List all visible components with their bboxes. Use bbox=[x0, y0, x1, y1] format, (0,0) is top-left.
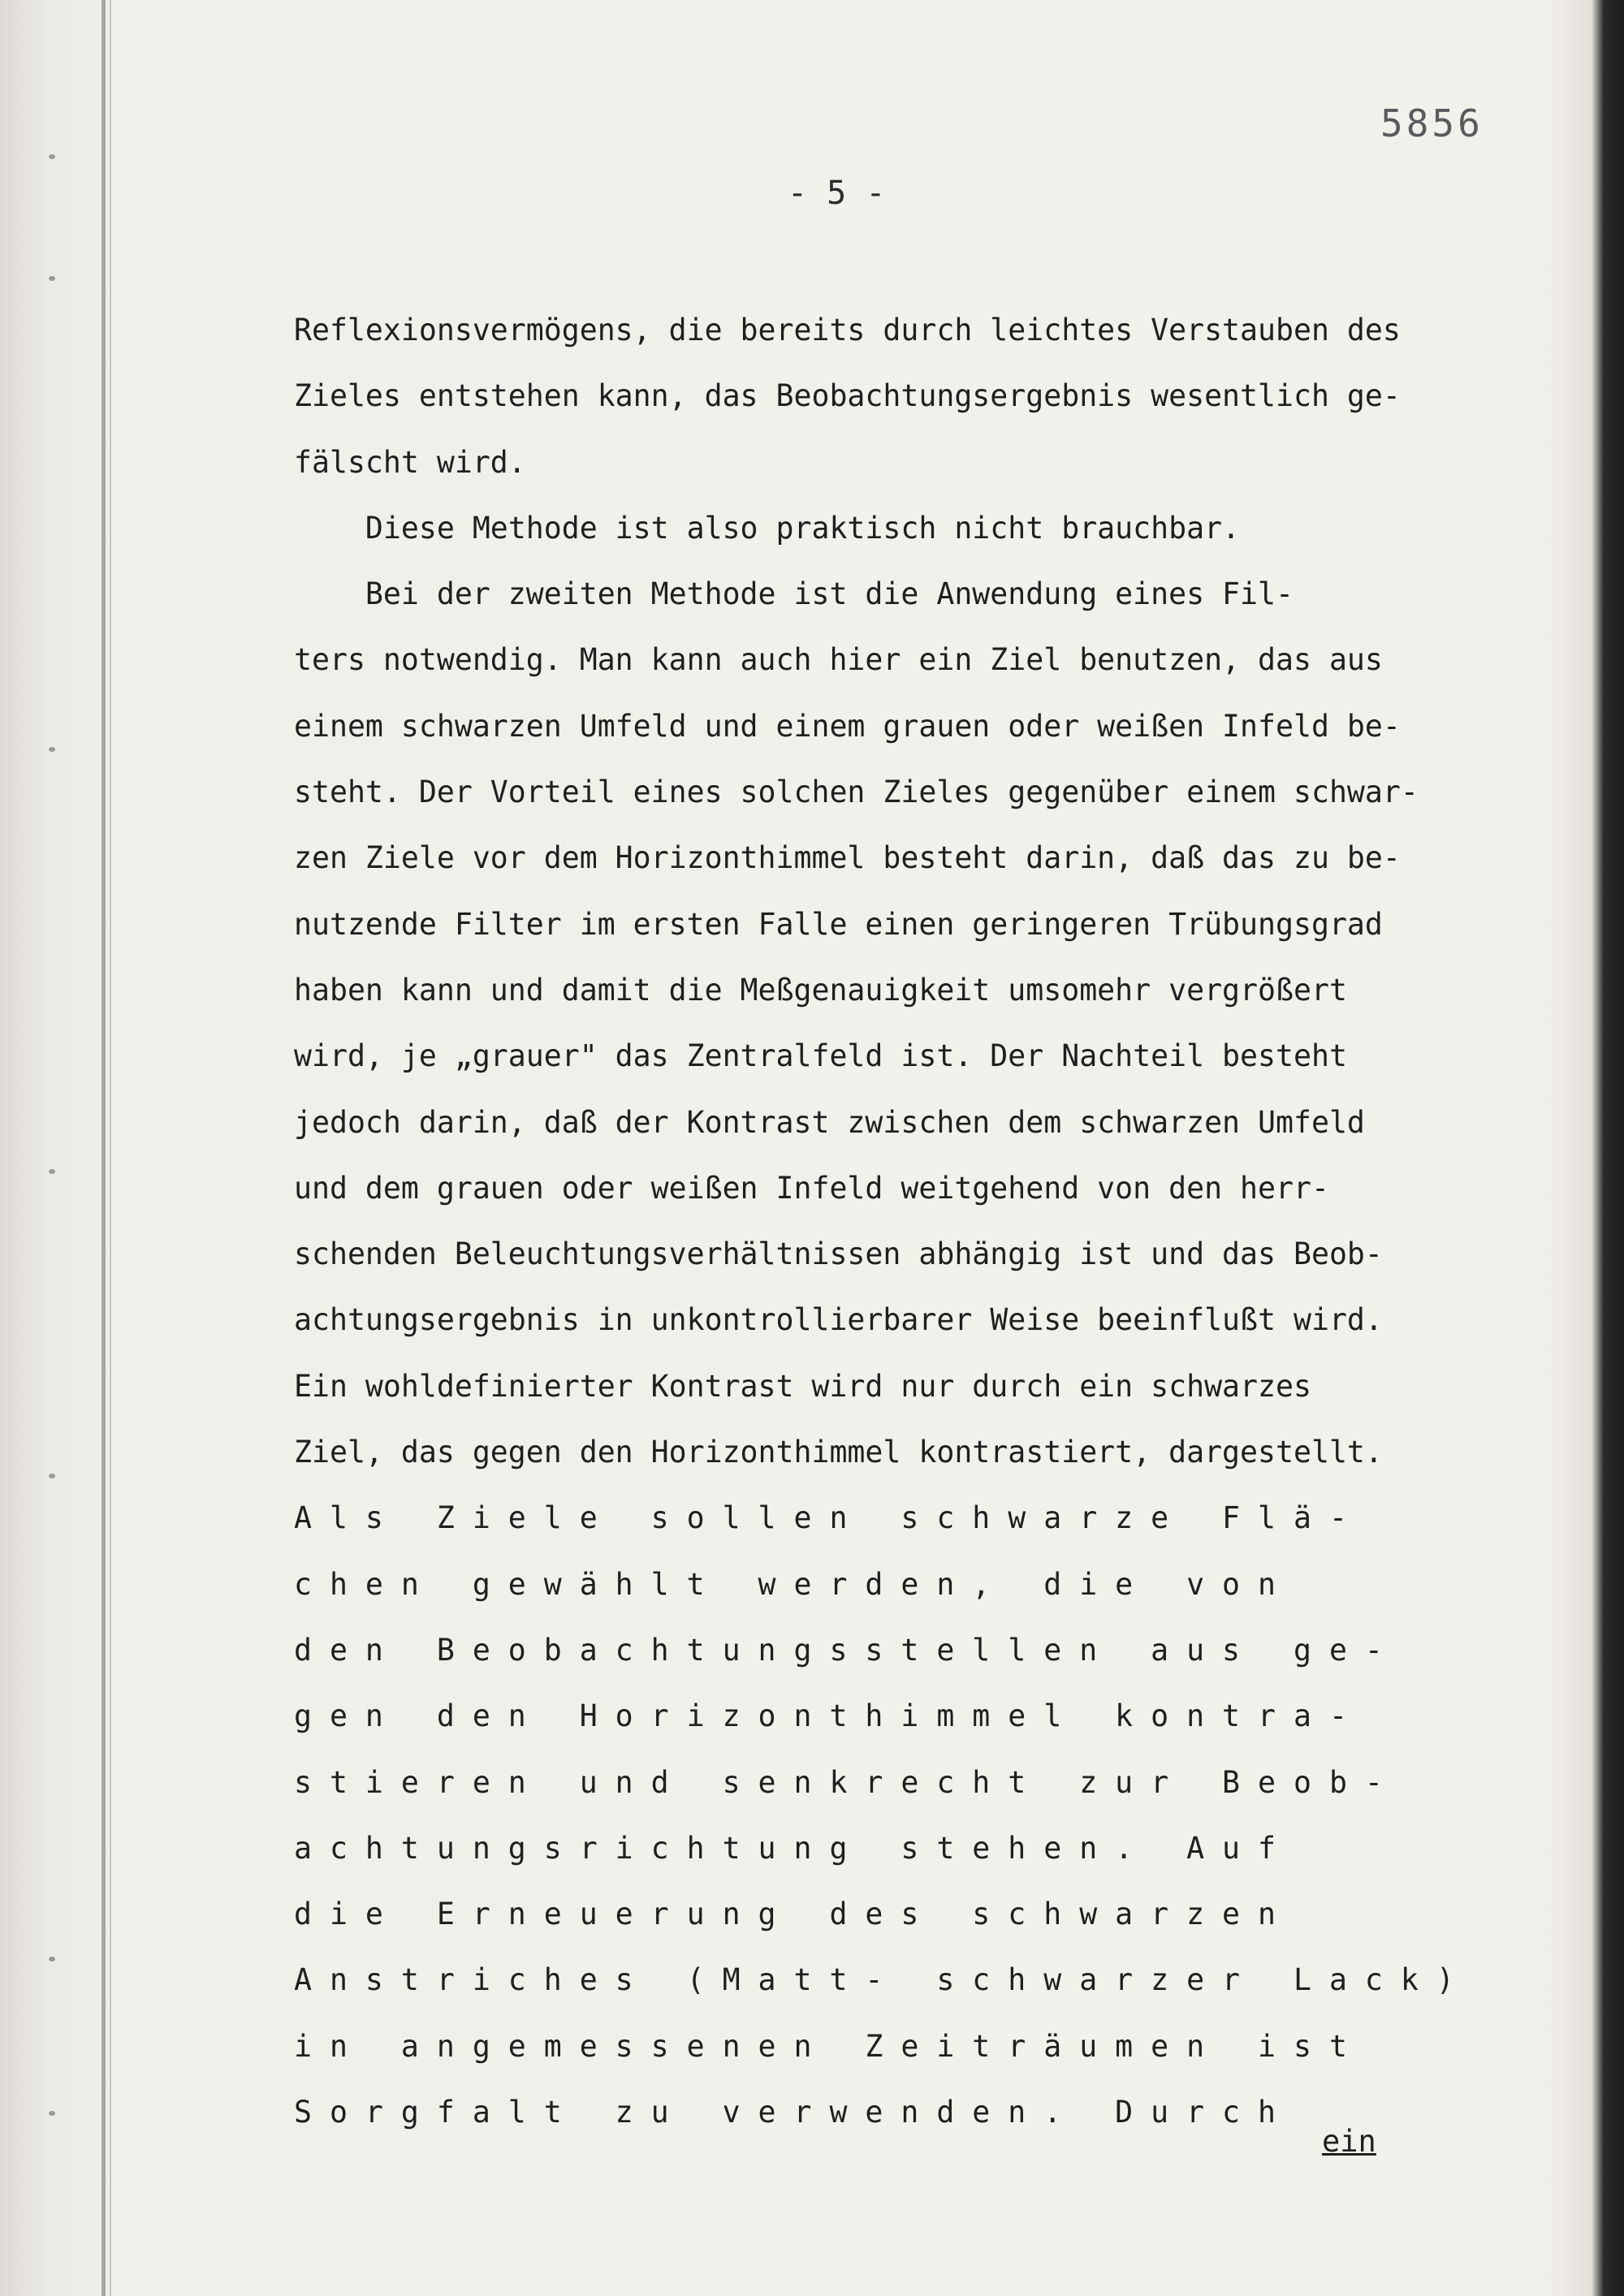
page-number: - 5 - bbox=[788, 175, 886, 212]
text-line: und dem grauen oder weißen Infeld weitgehend von den herr- bbox=[294, 1170, 1329, 1206]
archive-stamp-number: 5856 bbox=[1380, 101, 1484, 145]
text-line: nutzende Filter im ersten Falle einen geringeren Trübungsgrad bbox=[294, 906, 1383, 942]
spaced-text-line: g e n d e n H o r i z o n t h i m m e l k o n t r a - bbox=[294, 1698, 1347, 1734]
text-line: einem schwarzen Umfeld und einem grauen oder weißen Infeld be- bbox=[294, 708, 1401, 744]
text-line: haben kann und damit die Meßgenauigkeit umsomehr vergrößert bbox=[294, 972, 1347, 1008]
spaced-text-line: c h e n g e w ä h l t w e r d e n , d i e v o n bbox=[294, 1566, 1276, 1602]
text-line: jedoch darin, daß der Kontrast zwischen dem schwarzen Umfeld bbox=[294, 1104, 1365, 1140]
binder-hole-mark bbox=[49, 276, 55, 281]
text-line: zen Ziele vor dem Horizonthimmel besteht darin, daß das zu be- bbox=[294, 840, 1401, 876]
spaced-text-line: A l s Z i e l e s o l l e n s c h w a r z e F l ä - bbox=[294, 1500, 1347, 1536]
spaced-text-line: S o r g f a l t z u v e r w e n d e n . D u r c h bbox=[294, 2095, 1276, 2130]
text-line: achtungsergebnis in unkontrollierbarer Weise beeinflußt wird. bbox=[294, 1302, 1383, 1338]
text-line: Zieles entstehen kann, das Beobachtungsergebnis wesentlich ge- bbox=[294, 378, 1401, 414]
margin-rule bbox=[102, 0, 106, 2296]
binder-hole-mark bbox=[49, 1169, 55, 1174]
typed-body bbox=[294, 297, 1528, 2145]
binder-hole-mark bbox=[49, 154, 55, 159]
margin-rule-inner bbox=[110, 0, 111, 2296]
text-line: Diese Methode ist also praktisch nicht brauchbar. bbox=[294, 510, 1241, 546]
spaced-text-line: A n s t r i c h e s ( M a t t - s c h w a r z e r L a c k ) bbox=[294, 1962, 1454, 1998]
text-line: steht. Der Vorteil eines solchen Zieles gegenüber einem schwar- bbox=[294, 775, 1419, 810]
binder-hole-mark bbox=[49, 747, 55, 752]
binder-hole-mark bbox=[49, 2111, 55, 2116]
text-line: Bei der zweiten Methode ist die Anwendung eines Fil- bbox=[294, 576, 1294, 612]
binder-hole-mark bbox=[49, 1474, 55, 1478]
text-line: Ein wohldefinierter Kontrast wird nur durch ein schwarzes bbox=[294, 1368, 1311, 1404]
text-line: ters notwendig. Man kann auch hier ein Ziel benutzen, das aus bbox=[294, 642, 1383, 678]
spaced-text-line: s t i e r e n u n d s e n k r e c h t z u r B e o b - bbox=[294, 1764, 1383, 1800]
binder-hole-mark bbox=[49, 1957, 55, 1962]
text-line: fälscht wird. bbox=[294, 444, 526, 480]
text-line: Ziel, das gegen den Horizonthimmel kontrastiert, dargestellt. bbox=[294, 1435, 1383, 1470]
spaced-text-line: d i e E r n e u e r u n g d e s s c h w a r z e n bbox=[294, 1897, 1276, 1932]
spaced-text-line: d e n B e o b a c h t u n g s s t e l l e n a u s g e - bbox=[294, 1632, 1383, 1668]
text-line: Reflexionsvermögens, die bereits durch leichtes Verstauben des bbox=[294, 313, 1401, 347]
spaced-text-line: i n a n g e m e s s e n e n Z e i t r ä u m e n i s t bbox=[294, 2028, 1347, 2064]
text-line: schenden Beleuchtungsverhältnissen abhängig ist und das Beob- bbox=[294, 1236, 1383, 1272]
spaced-text-line: a c h t u n g s r i c h t u n g s t e h e n . A u f bbox=[294, 1830, 1276, 1866]
catchword: ein bbox=[1322, 2124, 1376, 2159]
text-line: wird, je „grauer" das Zentralfeld ist. Der Nachteil besteht bbox=[294, 1038, 1347, 1074]
